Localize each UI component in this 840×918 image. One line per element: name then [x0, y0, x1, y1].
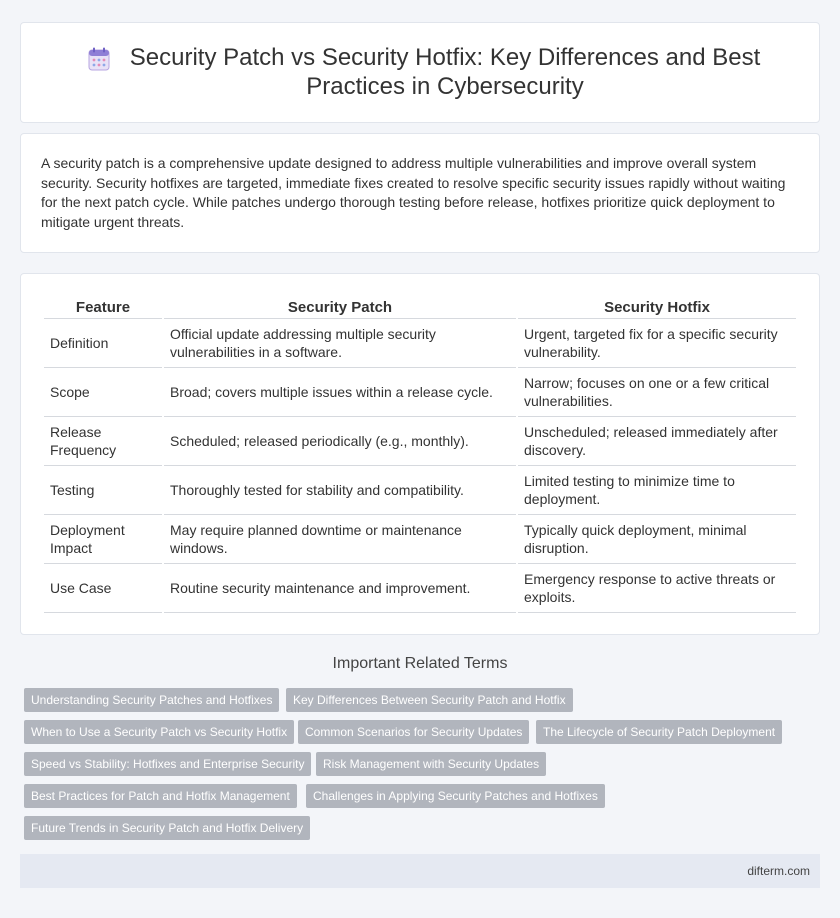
- related-term-link[interactable]: When to Use a Security Patch vs Security Hotfix: [24, 720, 294, 744]
- intro-paragraph: A security patch is a comprehensive update designed to address multiple vulnerabilities and improve overall system security. Security hotfixes are targeted, immediate fixes created to resolve specific security issues rapidly without waiting for the next patch cycle. While patches undergo thorough testing before release, hotfixes prioritize quick deployment to mitigate urgent threats.: [41, 155, 786, 230]
- footer-brand-link[interactable]: difterm.com: [747, 864, 810, 878]
- feature-cell: Scope: [44, 368, 162, 417]
- related-terms-heading: Important Related Terms: [332, 655, 508, 672]
- page-title: Security Patch vs Security Hotfix: Key Differences and Best Practices in Cybersecurity: [129, 44, 761, 100]
- hotfix-cell: Urgent, targeted fix for a specific security vulnerability.: [518, 319, 796, 368]
- table-row: [44, 417, 796, 466]
- header-security-patch: Security Patch: [164, 294, 516, 319]
- related-term-link[interactable]: Understanding Security Patches and Hotfixes: [24, 688, 279, 712]
- comparison-table-card: [20, 273, 820, 635]
- hotfix-cell: Narrow; focuses on one or a few critical vulnerabilities.: [518, 368, 796, 417]
- feature-cell: Definition: [44, 319, 162, 368]
- patch-cell: May require planned downtime or maintenance windows.: [164, 515, 516, 564]
- feature-cell: Deployment Impact: [44, 515, 162, 564]
- table-row: [44, 368, 796, 417]
- table-header-row: [44, 294, 796, 319]
- related-term-link[interactable]: Key Differences Between Security Patch and Hotfix: [286, 688, 573, 712]
- related-term-link[interactable]: Risk Management with Security Updates: [316, 752, 546, 776]
- hotfix-cell: Emergency response to active threats or exploits.: [518, 564, 796, 613]
- patch-cell: Scheduled; released periodically (e.g., monthly).: [164, 417, 516, 466]
- table-row: [44, 515, 796, 564]
- table-row: [44, 319, 796, 368]
- footer: [20, 854, 820, 888]
- header-feature: Feature: [44, 294, 162, 319]
- related-term-link[interactable]: Speed vs Stability: Hotfixes and Enterprise Security: [24, 752, 311, 776]
- comparison-table: [42, 294, 798, 613]
- patch-cell: Routine security maintenance and improvement.: [164, 564, 516, 613]
- related-term-link[interactable]: Best Practices for Patch and Hotfix Management: [24, 784, 297, 808]
- patch-cell: Thoroughly tested for stability and compatibility.: [164, 466, 516, 515]
- patch-cell: Broad; covers multiple issues within a release cycle.: [164, 368, 516, 417]
- table-row: [44, 466, 796, 515]
- related-term-link[interactable]: Common Scenarios for Security Updates: [298, 720, 529, 744]
- related-term-link[interactable]: Challenges in Applying Security Patches and Hotfixes: [306, 784, 605, 808]
- feature-cell: Testing: [44, 466, 162, 515]
- hotfix-cell: Limited testing to minimize time to deployment.: [518, 466, 796, 515]
- table-row: [44, 564, 796, 613]
- calendar-icon: [88, 47, 110, 71]
- hotfix-cell: Typically quick deployment, minimal disruption.: [518, 515, 796, 564]
- patch-cell: Official update addressing multiple security vulnerabilities in a software.: [164, 319, 516, 368]
- related-term-link[interactable]: The Lifecycle of Security Patch Deployment: [536, 720, 782, 744]
- feature-cell: Use Case: [44, 564, 162, 613]
- feature-cell: Release Frequency: [44, 417, 162, 466]
- intro-card: [20, 133, 820, 253]
- related-term-link[interactable]: Future Trends in Security Patch and Hotfix Delivery: [24, 816, 310, 840]
- hotfix-cell: Unscheduled; released immediately after discovery.: [518, 417, 796, 466]
- header-security-hotfix: Security Hotfix: [518, 294, 796, 319]
